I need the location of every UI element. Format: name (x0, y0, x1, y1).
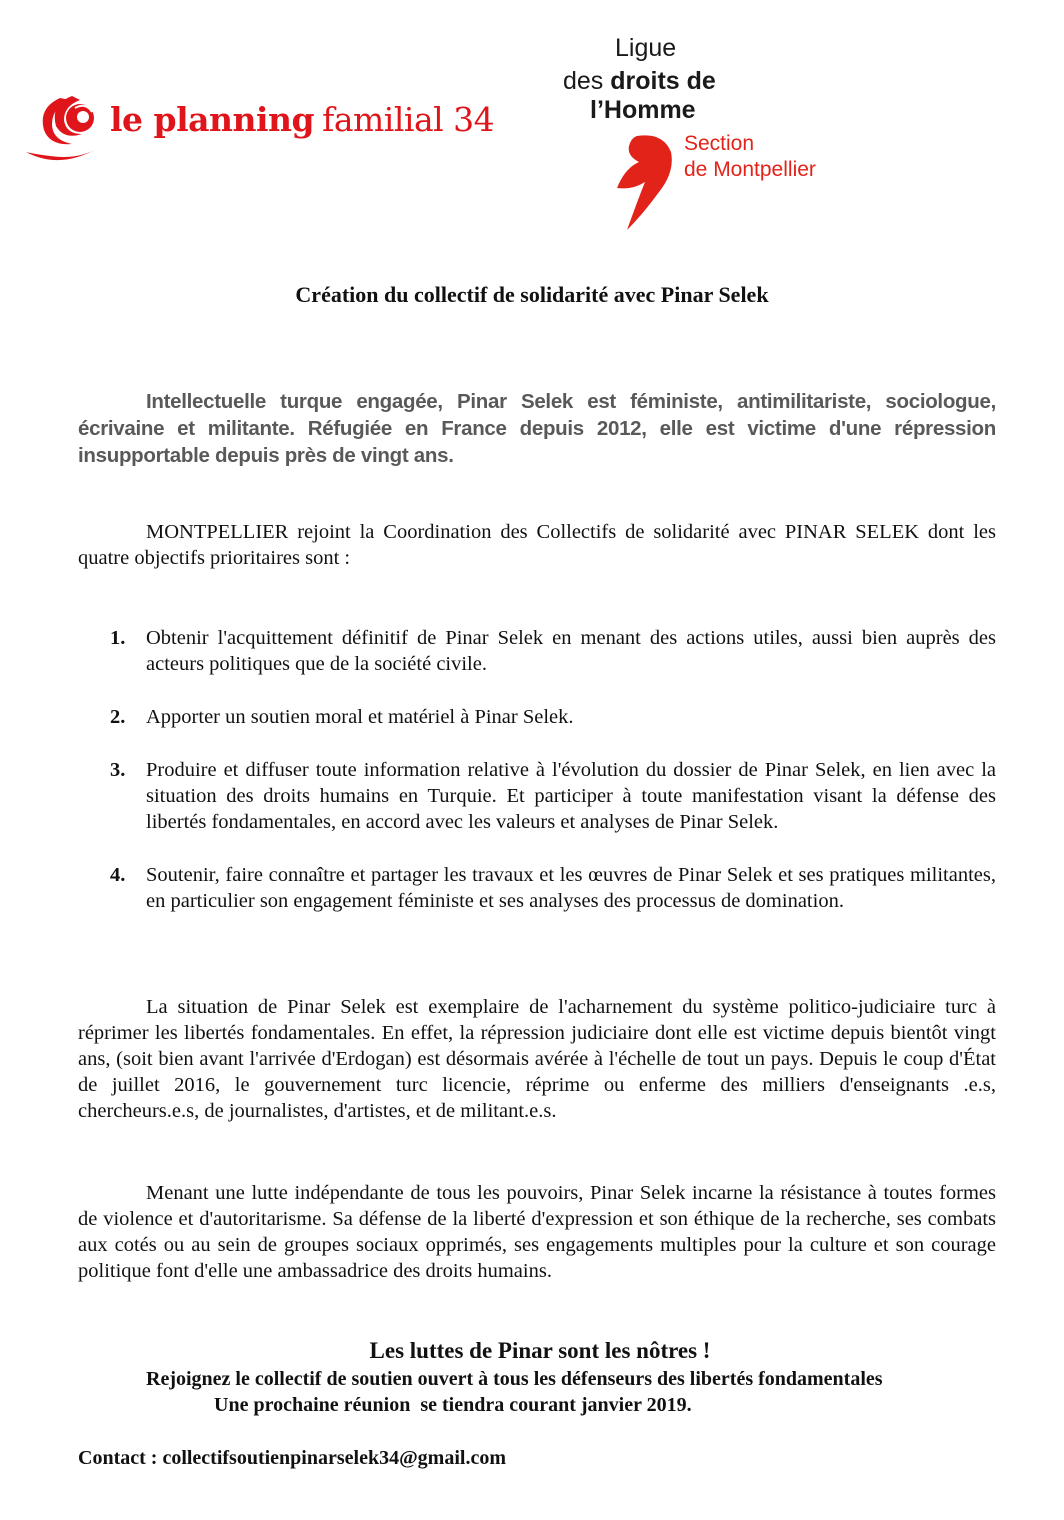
wordmark-bold: le planning (110, 100, 315, 139)
ldh-line-droits-bold: droits de (610, 67, 716, 95)
contact-label: Contact : (78, 1447, 163, 1469)
contact-email[interactable]: collectifsoutienpinarselek34@gmail.com (162, 1447, 506, 1469)
objective-item (110, 757, 996, 835)
join-call: Rejoignez le collectif de soutien ouvert à tous les défenseurs des libertés fondamentales (146, 1368, 883, 1390)
objective-number: 3. (110, 759, 126, 781)
ldh-line-ligue: Ligue (615, 34, 677, 62)
contact-line (78, 1447, 506, 1470)
planning-familial-logo (20, 90, 500, 170)
ldh-line-des: des (563, 67, 611, 95)
ldh-line-homme: l’Homme (590, 96, 696, 124)
ldh-section-city: de Montpellier (684, 158, 816, 181)
ldh-bird-icon (615, 132, 685, 232)
ldh-section-label: Section (684, 132, 755, 155)
objective-number: 2. (110, 706, 126, 728)
objective-item (110, 704, 996, 730)
slogan-heading: Les luttes de Pinar sont les nôtres ! (369, 1338, 711, 1363)
objective-item (110, 625, 996, 677)
objective-item (110, 862, 996, 914)
ldh-logo (560, 34, 830, 234)
objective-text: Produire et diffuser toute information relative à l'évolution du dossier de Pinar Selek, en lien avec la situation des droits humains en Turquie. Et participer à toute manifestation visant la défense des libertés fondamentales, en accord avec les valeurs et analyses de Pinar Selek. (146, 759, 996, 833)
objective-text: Apporter un soutien moral et matériel à Pinar Selek. (146, 706, 574, 728)
document-title: Création du collectif de solidarité avec Pinar Selek (295, 282, 769, 307)
situation-paragraph: La situation de Pinar Selek est exemplaire de l'acharnement du système politico-judiciaire turc à réprimer les libertés fondamentales. En effet, la répression judiciaire dont elle est victime depuis bientôt vingt ans, (soit bien avant l'arrivée d'Erdogan) est désormais avérée à l'échelle de tout un pays. Depuis le coup d'État de juillet 2016, le gouvernement turc licencie, réprime ou enferme des milliers d'enseignants .e.s, chercheurs.e.s, de journalistes, d'artistes, et de militant.e.s. (78, 996, 996, 1122)
menant-paragraph: Menant une lutte indépendante de tous les pouvoirs, Pinar Selek incarne la résistance à toutes formes de violence et d'autoritarisme. Sa défense de la liberté d'expression et son éthique de la recherche, ses combats aux cotés ou au sein de groupes sociaux opprimés, ses engagements multiples pour la culture et son courage politique font d'elle une ambassadrice des droits humains. (78, 1182, 996, 1282)
objective-number: 4. (110, 864, 126, 886)
objective-text: Obtenir l'acquittement définitif de Pinar Selek en menant des actions utiles, aussi bien auprès des acteurs politiques que de la société civile. (146, 627, 996, 675)
meeting-announcement: Une prochaine réunion se tiendra courant janvier 2019. (214, 1394, 692, 1416)
objective-number: 1. (110, 627, 126, 649)
ldh-line-droits (563, 67, 716, 96)
intro-paragraph: Intellectuelle turque engagée, Pinar Selek est féministe, antimilitariste, sociologue, écrivaine et militante. Réfugiée en France depuis 2012, elle est victime d'une répression insupportable depuis près de vingt ans. (78, 390, 996, 467)
wordmark-regular: familial 34 (322, 100, 495, 139)
planning-familial-wordmark (110, 100, 494, 139)
objective-text: Soutenir, faire connaître et partager les travaux et les œuvres de Pinar Selek et ses pratiques militantes, en particulier son engagement féministe et ses analyses des processus de domination. (146, 864, 996, 912)
montpellier-paragraph: MONTPELLIER rejoint la Coordination des Collectifs de solidarité avec PINAR SELEK dont les quatre objectifs prioritaires sont : (78, 521, 996, 569)
